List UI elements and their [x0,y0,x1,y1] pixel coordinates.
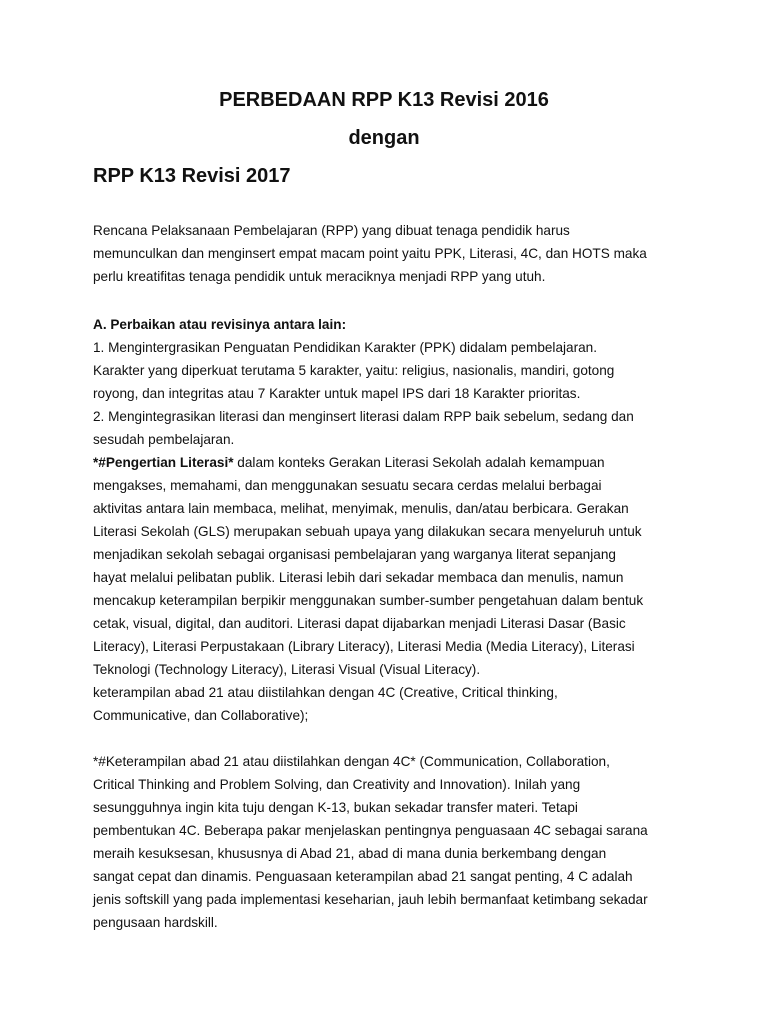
keterampilan-line: pembentukan 4C. Beberapa pakar menjelaskan pentingnya penguasaan 4C sebagai sarana [93,823,648,838]
keterampilan-line: pengusaan hardskill. [93,915,218,930]
intro-line: perlu kreatifitas tenaga pendidik untuk meraciknya menjadi RPP yang utuh. [93,269,546,284]
title-line-3: RPP K13 Revisi 2017 [93,165,291,187]
keterampilan-line: *#Keterampilan abad 21 atau diistilahkan dengan 4C* (Communication, Collaboration, [93,754,610,769]
section-a-line: royong, dan integritas atau 7 Karakter untuk mapel IPS dari 18 Karakter prioritas. [93,386,581,401]
literasi-line: mencakup keterampilan berpikir menggunakan sumber-sumber pengetahuan dalam bentuk [93,593,644,608]
literasi-line: Teknologi (Technology Literacy), Literasi Visual (Visual Literacy). [93,662,481,677]
literasi-line: Literasi Sekolah (GLS) merupakan sebuah upaya yang dilakukan secara menyeluruh untuk [93,524,642,539]
section-a-line: 1. Mengintergrasikan Penguatan Pendidikan Karakter (PPK) didalam pembelajaran. [93,340,598,355]
title-line-2: dengan [348,127,420,149]
literasi-line: Literacy), Literasi Perpustakaan (Library Literacy), Literasi Media (Media Literacy), Literasi [93,639,635,654]
literasi-first-rest: dalam konteks Gerakan Literasi Sekolah adalah kemampuan [233,455,605,470]
keterampilan-line: jenis softskill yang pada implementasi keseharian, jauh lebih bermanfaat ketimbang sekadar [93,892,648,907]
literasi-first-line [93,451,683,474]
literasi-line: hayat melalui pelibatan publik. Literasi lebih dari sekadar membaca dan menulis, namun [93,570,624,585]
keterampilan-line: sesungguhnya ingin kita tuju dengan K-13, bukan sekadar transfer materi. Tetapi [93,800,578,815]
literasi-line: cetak, visual, digital, dan auditori. Literasi dapat dijabarkan menjadi Literasi Dasar (Basic [93,616,626,631]
title-line-1: PERBEDAAN RPP K13 Revisi 2016 [219,89,549,111]
section-a [93,313,683,727]
literasi-line: keterampilan abad 21 atau diistilahkan dengan 4C (Creative, Critical thinking, [93,685,558,700]
section-a-line: sesudah pembelajaran. [93,432,235,447]
keterampilan-line: sangat cepat dan dinamis. Penguasaan keterampilan abad 21 sangat penting, 4 C adalah [93,869,633,884]
literasi-line: Communicative, dan Collaborative); [93,708,309,723]
section-a-heading: A. Perbaikan atau revisinya antara lain: [93,317,347,332]
keterampilan-line: meraih kesuksesan, khususnya di Abad 21, abad di mana dunia berkembang dengan [93,846,607,861]
keterampilan-line: Critical Thinking and Problem Solving, dan Creativity and Innovation). Inilah yang [93,777,581,792]
intro-line: memunculkan dan menginsert empat macam point yaitu PPK, Literasi, 4C, dan HOTS maka [93,246,647,261]
literasi-line: mengakses, memahami, dan menggunakan sesuatu secara cerdas melalui berbagai [93,478,602,493]
intro-paragraph [93,219,683,288]
intro-line: Rencana Pelaksanaan Pembelajaran (RPP) yang dibuat tenaga pendidik harus [93,223,570,238]
keterampilan-paragraph [93,750,683,934]
section-a-line: 2. Mengintegrasikan literasi dan menginsert literasi dalam RPP baik sebelum, sedang dan [93,409,634,424]
literasi-heading: *#Pengertian Literasi* [93,455,234,470]
section-a-line: Karakter yang diperkuat terutama 5 karakter, yaitu: religius, nasionalis, mandiri, gotong [93,363,615,378]
literasi-line: aktivitas antara lain membaca, melihat, menyimak, menulis, dan/atau berbicara. Gerakan [93,501,629,516]
literasi-line: menjadikan sekolah sebagai organisasi pembelajaran yang warganya literat sepanjang [93,547,616,562]
